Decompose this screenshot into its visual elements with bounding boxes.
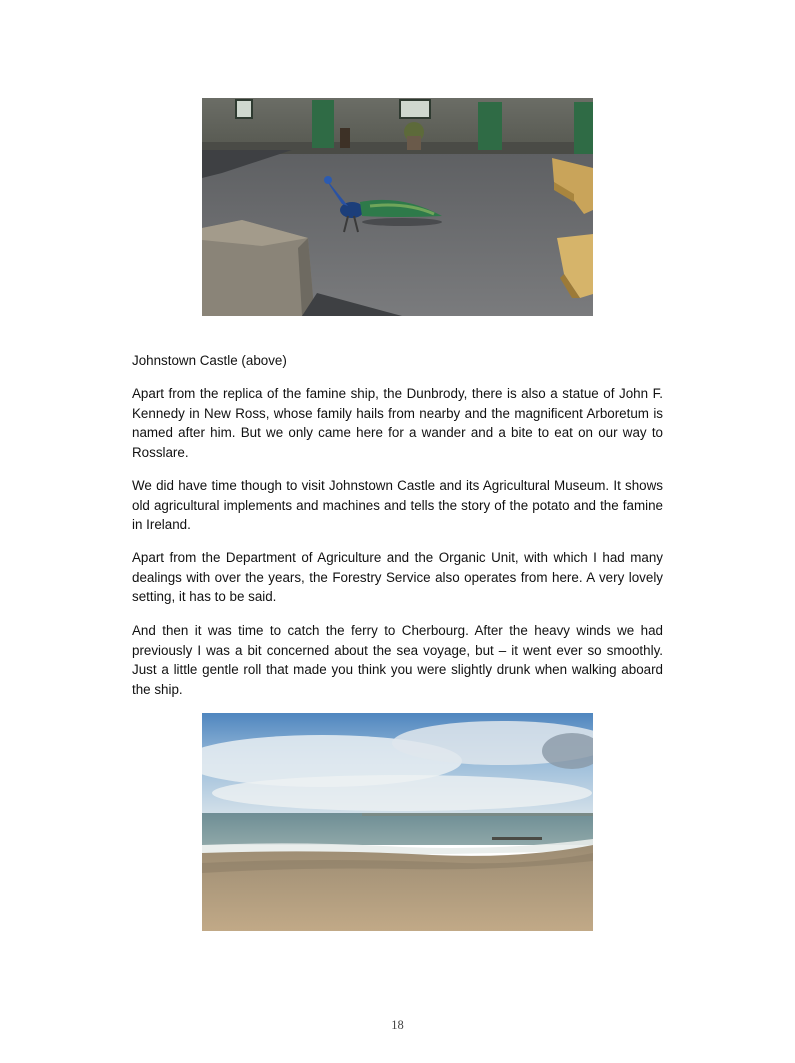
- photo-beach: [202, 713, 593, 931]
- photo-caption: Johnstown Castle (above): [132, 353, 287, 368]
- paragraph-3: Apart from the Department of Agriculture and the Organic Unit, with which I had many dealings with over the years, the Forestry Service also operates from here. A very lovely setting, it has to be said.: [132, 550, 663, 604]
- page-number: 18: [391, 1018, 404, 1032]
- paragraph-1: Apart from the replica of the famine ship, the Dunbrody, there is also a statue of John F. Kennedy in New Ross, whose family hails from nearby and the magnificent Arboretum is named after him. But we only came here for a wander and a bite to eat on our way to Rosslare.: [132, 386, 663, 460]
- paragraph-4: And then it was time to catch the ferry to Cherbourg. After the heavy winds we had previously I was a bit concerned about the sea voyage, but – it went ever so smoothly. Just a little gentle roll that made you think you were slightly drunk when walking aboard the ship.: [132, 623, 663, 697]
- photo-peacock-courtyard: [202, 98, 593, 316]
- paragraph-2: We did have time though to visit Johnstown Castle and its Agricultural Museum. It shows old agricultural implements and machines and tells the story of the potato and the famine in Ireland.: [132, 478, 663, 532]
